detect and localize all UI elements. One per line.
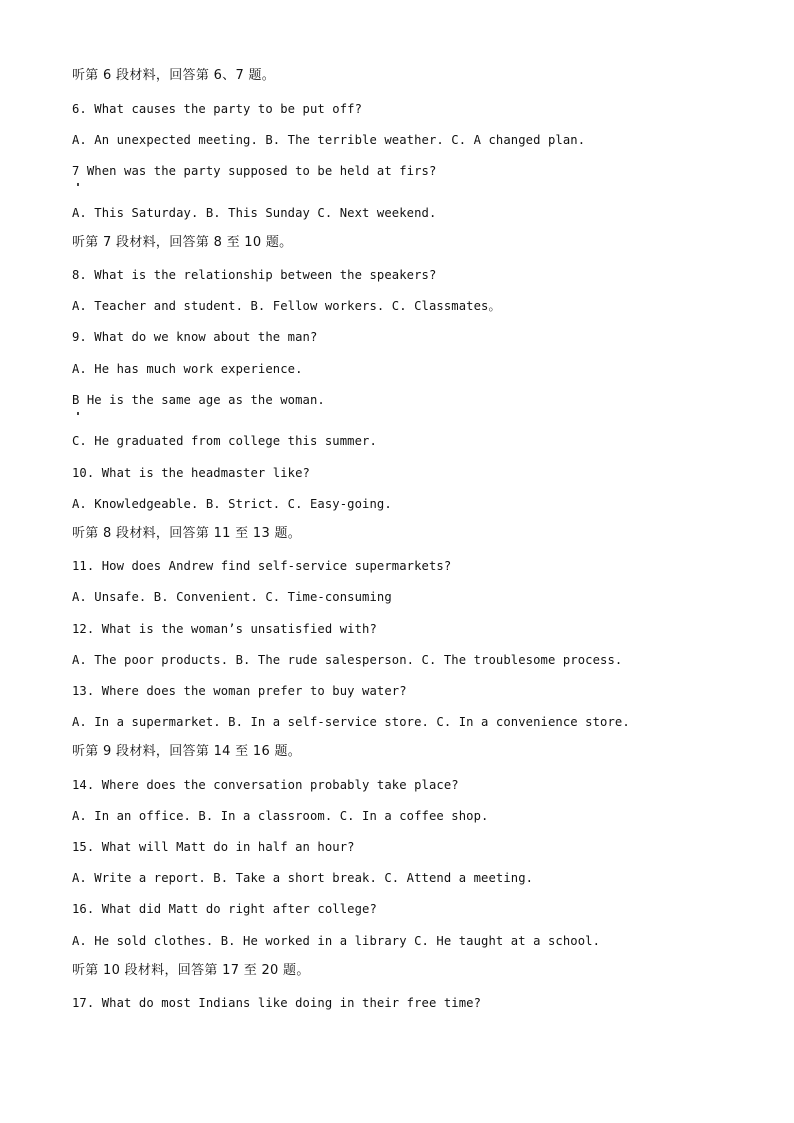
options-8: A. Teacher and student. B. Fellow workers. C. Classmates。 (72, 299, 501, 313)
section-heading-6: 听第 6 段材料，回答第 6、7 题。 (72, 68, 276, 83)
question-8: 8. What is the relationship between the speakers? (72, 268, 437, 282)
section-heading-9: 听第 9 段材料，回答第 14 至 16 题。 (72, 744, 302, 759)
section-heading-10: 听第 10 段材料，回答第 17 至 20 题。 (72, 963, 310, 978)
question-11: 11. How does Andrew find self-service supermarkets? (72, 559, 452, 573)
options-7: A. This Saturday. B. This Sunday C. Next weekend. (72, 206, 437, 220)
option-9c: C. He graduated from college this summer. (72, 434, 377, 448)
options-14: A. In an office. B. In a classroom. C. In a coffee shop. (72, 809, 489, 823)
options-16: A. He sold clothes. B. He worked in a library C. He taught at a school. (72, 934, 601, 948)
question-6: 6. What causes the party to be put off? (72, 102, 363, 116)
options-10: A. Knowledgeable. B. Strict. C. Easy-going. (72, 497, 392, 511)
question-9: 9. What do we know about the man? (72, 330, 318, 344)
question-14: 14. Where does the conversation probably take place? (72, 778, 459, 792)
question-15: 15. What will Matt do in half an hour? (72, 840, 355, 854)
options-11: A. Unsafe. B. Convenient. C. Time-consuming (72, 590, 392, 604)
question-13: 13. Where does the woman prefer to buy water? (72, 684, 407, 698)
question-12: 12. What is the woman’s unsatisfied with? (72, 622, 377, 636)
options-15: A. Write a report. B. Take a short break. C. Attend a meeting. (72, 871, 534, 885)
option-9b: B He is the same age as the woman. (72, 393, 325, 407)
section-heading-8: 听第 8 段材料，回答第 11 至 13 题。 (72, 526, 302, 541)
options-6: A. An unexpected meeting. B. The terrible weather. C. A changed plan. (72, 133, 586, 147)
section-heading-7: 听第 7 段材料，回答第 8 至 10 题。 (72, 235, 293, 250)
options-13: A. In a supermarket. B. In a self-service store. C. In a convenience store. (72, 715, 630, 729)
option-9a: A. He has much work experience. (72, 362, 303, 376)
question-16: 16. What did Matt do right after college? (72, 902, 377, 916)
options-12: A. The poor products. B. The rude salesperson. C. The troublesome process. (72, 653, 623, 667)
question-7: 7 When was the party supposed to be held at firs? (72, 164, 437, 178)
question-10: 10. What is the headmaster like? (72, 466, 310, 480)
question-17: 17. What do most Indians like doing in their free time? (72, 996, 482, 1010)
stray-mark (77, 412, 79, 415)
stray-mark (77, 183, 79, 186)
